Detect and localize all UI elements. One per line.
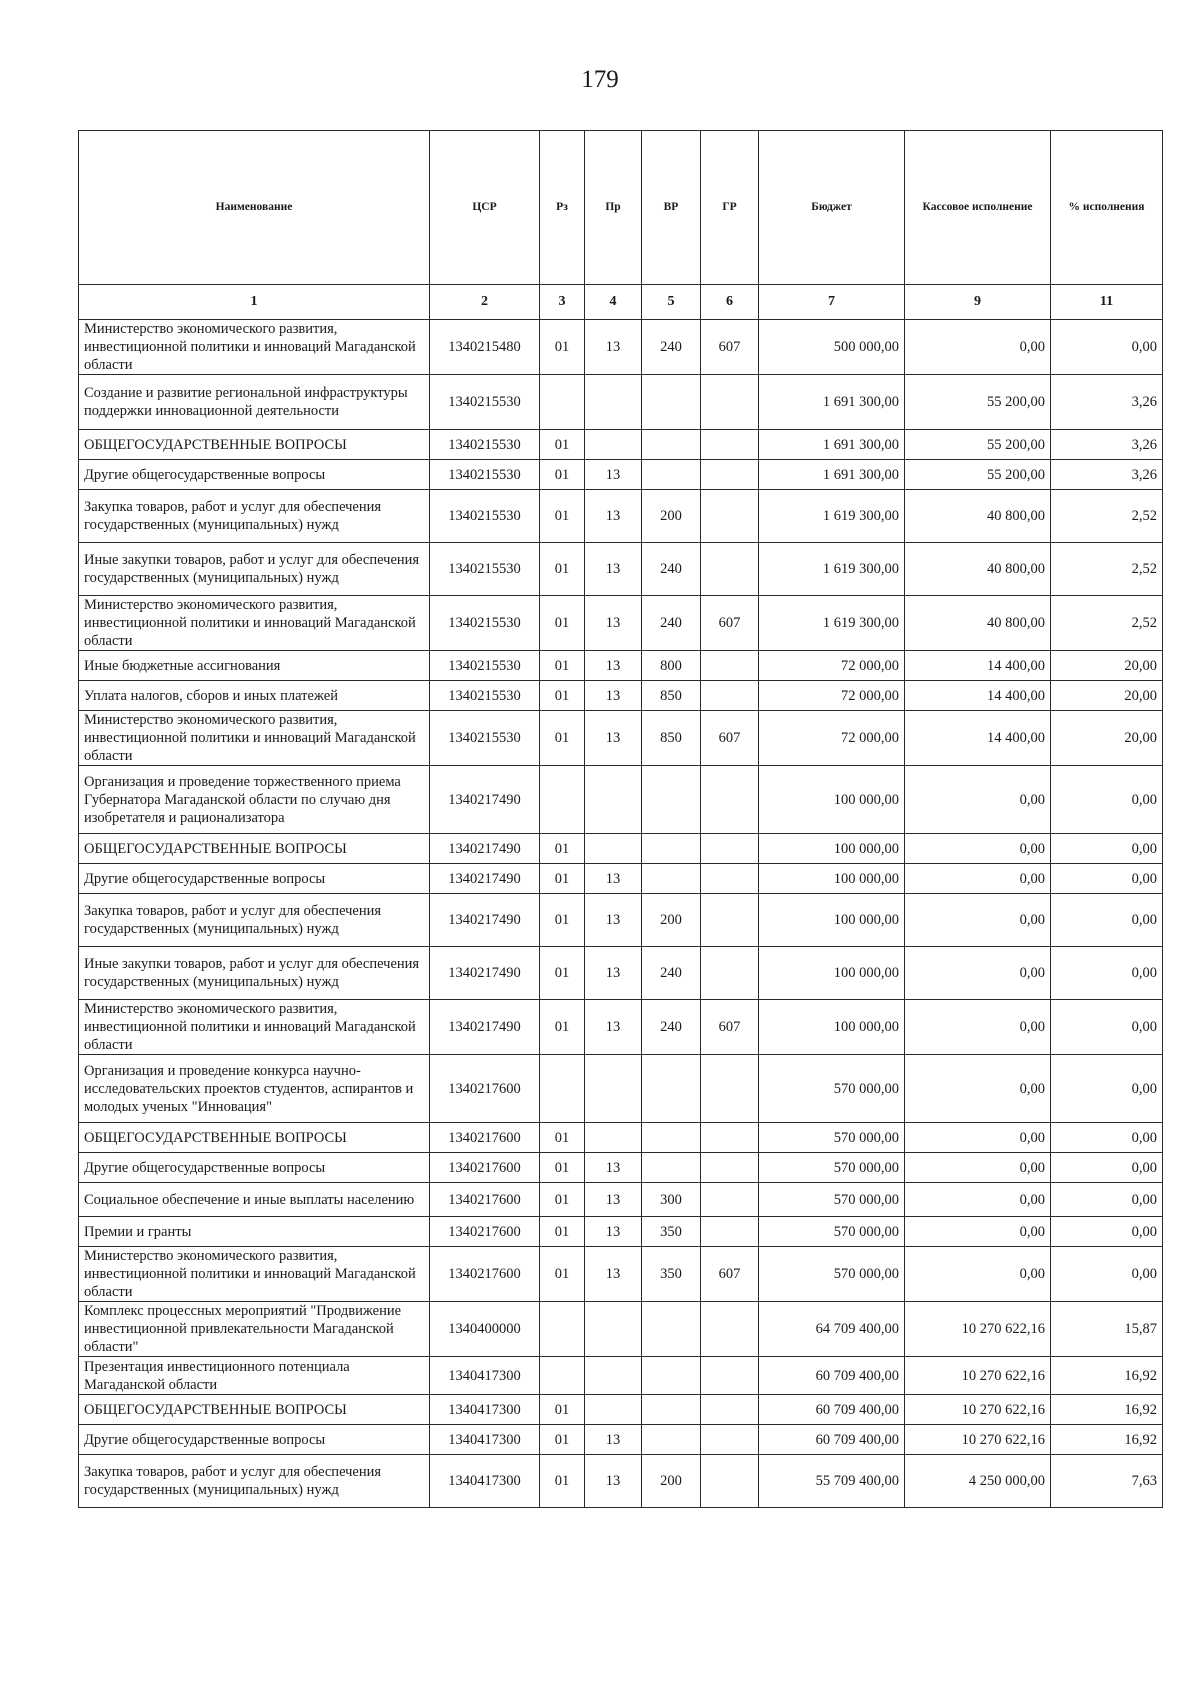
column-number: 3 — [540, 285, 585, 320]
cell-rz: 01 — [540, 1153, 585, 1183]
table-row — [79, 543, 1163, 596]
cell-name: Социальное обеспечение и иные выплаты населению — [79, 1183, 430, 1217]
cell-gr — [701, 766, 759, 834]
header-name: Наименование — [79, 131, 430, 285]
cell-rz — [540, 375, 585, 430]
cell-vr: 200 — [642, 894, 701, 947]
cell-budget: 1 691 300,00 — [759, 375, 905, 430]
cell-cash-execution: 0,00 — [905, 1183, 1051, 1217]
cell-csr: 1340217600 — [430, 1183, 540, 1217]
cell-gr: 607 — [701, 711, 759, 766]
cell-vr — [642, 1357, 701, 1395]
cell-budget: 72 000,00 — [759, 681, 905, 711]
cell-vr — [642, 1123, 701, 1153]
cell-gr — [701, 1055, 759, 1123]
cell-csr: 1340215530 — [430, 430, 540, 460]
cell-rz: 01 — [540, 1123, 585, 1153]
cell-rz: 01 — [540, 1183, 585, 1217]
cell-gr — [701, 864, 759, 894]
cell-gr — [701, 947, 759, 1000]
cell-pr — [585, 1123, 642, 1153]
cell-cash-execution: 55 200,00 — [905, 375, 1051, 430]
cell-rz — [540, 1357, 585, 1395]
table-row — [79, 834, 1163, 864]
cell-name: ОБЩЕГОСУДАРСТВЕННЫЕ ВОПРОСЫ — [79, 1395, 430, 1425]
cell-budget: 72 000,00 — [759, 651, 905, 681]
cell-cash-execution: 0,00 — [905, 1217, 1051, 1247]
cell-pr — [585, 430, 642, 460]
cell-budget: 1 619 300,00 — [759, 543, 905, 596]
cell-cash-execution: 14 400,00 — [905, 681, 1051, 711]
cell-cash-execution: 40 800,00 — [905, 543, 1051, 596]
cell-name: Другие общегосударственные вопросы — [79, 864, 430, 894]
cell-execution-percent: 0,00 — [1051, 1123, 1163, 1153]
cell-vr — [642, 864, 701, 894]
cell-csr: 1340217490 — [430, 894, 540, 947]
cell-rz: 01 — [540, 864, 585, 894]
cell-budget: 1 691 300,00 — [759, 430, 905, 460]
cell-gr — [701, 681, 759, 711]
cell-rz: 01 — [540, 1425, 585, 1455]
cell-pr: 13 — [585, 460, 642, 490]
cell-name: Организация и проведение торжественного приема Губернатора Магаданской области по случаю дня изобретателя и рационализатора — [79, 766, 430, 834]
cell-cash-execution: 14 400,00 — [905, 651, 1051, 681]
cell-csr: 1340217600 — [430, 1217, 540, 1247]
cell-budget: 570 000,00 — [759, 1183, 905, 1217]
cell-cash-execution: 0,00 — [905, 1123, 1051, 1153]
cell-cash-execution: 0,00 — [905, 1247, 1051, 1302]
cell-vr: 240 — [642, 1000, 701, 1055]
cell-budget: 570 000,00 — [759, 1153, 905, 1183]
cell-csr: 1340215530 — [430, 490, 540, 543]
cell-pr: 13 — [585, 490, 642, 543]
cell-csr: 1340217600 — [430, 1247, 540, 1302]
column-number-row — [79, 285, 1163, 320]
cell-budget: 100 000,00 — [759, 1000, 905, 1055]
cell-gr — [701, 1357, 759, 1395]
cell-pr: 13 — [585, 651, 642, 681]
cell-pr: 13 — [585, 1425, 642, 1455]
cell-budget: 100 000,00 — [759, 834, 905, 864]
cell-pr: 13 — [585, 947, 642, 1000]
cell-vr: 240 — [642, 596, 701, 651]
cell-cash-execution: 0,00 — [905, 1153, 1051, 1183]
cell-cash-execution: 40 800,00 — [905, 490, 1051, 543]
cell-pr: 13 — [585, 1455, 642, 1508]
cell-gr — [701, 490, 759, 543]
cell-csr: 1340217490 — [430, 1000, 540, 1055]
cell-execution-percent: 0,00 — [1051, 1000, 1163, 1055]
cell-execution-percent: 3,26 — [1051, 375, 1163, 430]
cell-csr: 1340217600 — [430, 1153, 540, 1183]
cell-pr — [585, 1302, 642, 1357]
cell-vr — [642, 460, 701, 490]
cell-execution-percent: 0,00 — [1051, 834, 1163, 864]
cell-execution-percent: 3,26 — [1051, 430, 1163, 460]
cell-csr: 1340217600 — [430, 1055, 540, 1123]
cell-vr: 850 — [642, 711, 701, 766]
cell-rz: 01 — [540, 834, 585, 864]
cell-rz: 01 — [540, 711, 585, 766]
cell-pr — [585, 1055, 642, 1123]
table-row — [79, 711, 1163, 766]
cell-pr — [585, 375, 642, 430]
cell-cash-execution: 0,00 — [905, 834, 1051, 864]
table-row — [79, 894, 1163, 947]
cell-cash-execution: 0,00 — [905, 766, 1051, 834]
cell-gr — [701, 1183, 759, 1217]
cell-csr: 1340217600 — [430, 1123, 540, 1153]
cell-budget: 570 000,00 — [759, 1123, 905, 1153]
cell-csr: 1340215530 — [430, 375, 540, 430]
cell-budget: 60 709 400,00 — [759, 1395, 905, 1425]
column-number: 11 — [1051, 285, 1163, 320]
column-number: 6 — [701, 285, 759, 320]
cell-gr — [701, 1302, 759, 1357]
table-row — [79, 1395, 1163, 1425]
cell-execution-percent: 0,00 — [1051, 864, 1163, 894]
cell-vr — [642, 1055, 701, 1123]
cell-budget: 100 000,00 — [759, 894, 905, 947]
cell-execution-percent: 0,00 — [1051, 1247, 1163, 1302]
cell-cash-execution: 0,00 — [905, 320, 1051, 375]
cell-execution-percent: 16,92 — [1051, 1357, 1163, 1395]
cell-budget: 60 709 400,00 — [759, 1357, 905, 1395]
cell-pr: 13 — [585, 1217, 642, 1247]
cell-csr: 1340217490 — [430, 864, 540, 894]
cell-name: Министерство экономического развития, инвестиционной политики и инноваций Магаданской области — [79, 1247, 430, 1302]
cell-rz: 01 — [540, 490, 585, 543]
cell-rz: 01 — [540, 1000, 585, 1055]
cell-cash-execution: 10 270 622,16 — [905, 1302, 1051, 1357]
cell-csr: 1340215530 — [430, 681, 540, 711]
cell-name: Создание и развитие региональной инфраструктуры поддержки инновационной деятельности — [79, 375, 430, 430]
cell-csr: 1340417300 — [430, 1395, 540, 1425]
cell-budget: 100 000,00 — [759, 947, 905, 1000]
cell-execution-percent: 2,52 — [1051, 596, 1163, 651]
cell-vr — [642, 1425, 701, 1455]
cell-cash-execution: 0,00 — [905, 1000, 1051, 1055]
cell-csr: 1340217490 — [430, 766, 540, 834]
cell-rz: 01 — [540, 947, 585, 1000]
cell-execution-percent: 0,00 — [1051, 320, 1163, 375]
cell-vr: 850 — [642, 681, 701, 711]
cell-execution-percent: 2,52 — [1051, 490, 1163, 543]
cell-name: Закупка товаров, работ и услуг для обеспечения государственных (муниципальных) нужд — [79, 1455, 430, 1508]
cell-execution-percent: 16,92 — [1051, 1395, 1163, 1425]
cell-name: Комплекс процессных мероприятий "Продвижение инвестиционной привлекательности Магаданской области" — [79, 1302, 430, 1357]
cell-gr: 607 — [701, 320, 759, 375]
cell-execution-percent: 20,00 — [1051, 711, 1163, 766]
cell-vr: 200 — [642, 1455, 701, 1508]
cell-vr — [642, 1302, 701, 1357]
table-row — [79, 947, 1163, 1000]
table-row — [79, 490, 1163, 543]
cell-cash-execution: 10 270 622,16 — [905, 1357, 1051, 1395]
column-number: 7 — [759, 285, 905, 320]
cell-cash-execution: 14 400,00 — [905, 711, 1051, 766]
cell-vr: 350 — [642, 1247, 701, 1302]
cell-rz: 01 — [540, 543, 585, 596]
cell-name: Министерство экономического развития, инвестиционной политики и инноваций Магаданской области — [79, 711, 430, 766]
cell-budget: 60 709 400,00 — [759, 1425, 905, 1455]
cell-name: Презентация инвестиционного потенциала Магаданской области — [79, 1357, 430, 1395]
cell-execution-percent: 2,52 — [1051, 543, 1163, 596]
cell-csr: 1340217490 — [430, 834, 540, 864]
table-row — [79, 651, 1163, 681]
cell-execution-percent: 0,00 — [1051, 766, 1163, 834]
cell-name: Министерство экономического развития, инвестиционной политики и инноваций Магаданской области — [79, 320, 430, 375]
cell-gr — [701, 651, 759, 681]
header-row — [79, 131, 1163, 285]
cell-gr: 607 — [701, 1247, 759, 1302]
cell-csr: 1340417300 — [430, 1425, 540, 1455]
cell-budget: 570 000,00 — [759, 1055, 905, 1123]
header-gr: ГР — [701, 131, 759, 285]
cell-cash-execution: 0,00 — [905, 1055, 1051, 1123]
cell-cash-execution: 55 200,00 — [905, 430, 1051, 460]
cell-execution-percent: 0,00 — [1051, 1183, 1163, 1217]
cell-execution-percent: 15,87 — [1051, 1302, 1163, 1357]
cell-gr — [701, 460, 759, 490]
cell-gr — [701, 1123, 759, 1153]
cell-rz: 01 — [540, 596, 585, 651]
cell-cash-execution: 10 270 622,16 — [905, 1395, 1051, 1425]
cell-name: Закупка товаров, работ и услуг для обеспечения государственных (муниципальных) нужд — [79, 490, 430, 543]
table-row — [79, 1357, 1163, 1395]
cell-pr: 13 — [585, 711, 642, 766]
cell-pr — [585, 1395, 642, 1425]
cell-name: Закупка товаров, работ и услуг для обеспечения государственных (муниципальных) нужд — [79, 894, 430, 947]
cell-execution-percent: 16,92 — [1051, 1425, 1163, 1455]
cell-vr — [642, 430, 701, 460]
table-row — [79, 320, 1163, 375]
cell-name: Организация и проведение конкурса научно-исследовательских проектов студентов, аспирантов и молодых ученых "Инновация" — [79, 1055, 430, 1123]
cell-vr: 300 — [642, 1183, 701, 1217]
column-number: 1 — [79, 285, 430, 320]
cell-budget: 64 709 400,00 — [759, 1302, 905, 1357]
cell-csr: 1340215480 — [430, 320, 540, 375]
cell-vr: 240 — [642, 320, 701, 375]
cell-name: ОБЩЕГОСУДАРСТВЕННЫЕ ВОПРОСЫ — [79, 430, 430, 460]
cell-name: Министерство экономического развития, инвестиционной политики и инноваций Магаданской области — [79, 1000, 430, 1055]
cell-gr — [701, 1217, 759, 1247]
column-number: 9 — [905, 285, 1051, 320]
cell-vr — [642, 1153, 701, 1183]
cell-budget: 1 691 300,00 — [759, 460, 905, 490]
cell-csr: 1340215530 — [430, 460, 540, 490]
cell-cash-execution: 0,00 — [905, 864, 1051, 894]
cell-cash-execution: 0,00 — [905, 894, 1051, 947]
cell-rz: 01 — [540, 320, 585, 375]
table-row — [79, 766, 1163, 834]
cell-budget: 500 000,00 — [759, 320, 905, 375]
cell-pr — [585, 834, 642, 864]
cell-name: Премии и гранты — [79, 1217, 430, 1247]
cell-rz: 01 — [540, 1455, 585, 1508]
column-number: 2 — [430, 285, 540, 320]
cell-pr: 13 — [585, 543, 642, 596]
cell-gr — [701, 894, 759, 947]
cell-rz: 01 — [540, 1395, 585, 1425]
cell-gr — [701, 1455, 759, 1508]
cell-vr — [642, 766, 701, 834]
cell-vr: 800 — [642, 651, 701, 681]
cell-gr — [701, 375, 759, 430]
cell-vr — [642, 834, 701, 864]
header-cash-execution: Кассовое исполнение — [905, 131, 1051, 285]
cell-rz — [540, 1055, 585, 1123]
cell-name: Иные закупки товаров, работ и услуг для обеспечения государственных (муниципальных) нужд — [79, 543, 430, 596]
cell-execution-percent: 0,00 — [1051, 1153, 1163, 1183]
cell-rz: 01 — [540, 1247, 585, 1302]
cell-budget: 100 000,00 — [759, 864, 905, 894]
header-execution-percent: % исполнения — [1051, 131, 1163, 285]
table-row — [79, 864, 1163, 894]
page-number: 179 — [581, 66, 619, 93]
table-row — [79, 1455, 1163, 1508]
cell-cash-execution: 55 200,00 — [905, 460, 1051, 490]
table-row — [79, 1153, 1163, 1183]
cell-budget: 55 709 400,00 — [759, 1455, 905, 1508]
cell-cash-execution: 40 800,00 — [905, 596, 1051, 651]
cell-pr: 13 — [585, 596, 642, 651]
header-budget: Бюджет — [759, 131, 905, 285]
cell-rz: 01 — [540, 430, 585, 460]
cell-csr: 1340417300 — [430, 1455, 540, 1508]
cell-name: ОБЩЕГОСУДАРСТВЕННЫЕ ВОПРОСЫ — [79, 1123, 430, 1153]
table-row — [79, 596, 1163, 651]
cell-gr — [701, 1153, 759, 1183]
table-row — [79, 1217, 1163, 1247]
table-row — [79, 1302, 1163, 1357]
cell-rz: 01 — [540, 1217, 585, 1247]
header-rz: Рз — [540, 131, 585, 285]
cell-vr: 240 — [642, 543, 701, 596]
table-row — [79, 1247, 1163, 1302]
cell-execution-percent: 0,00 — [1051, 1055, 1163, 1123]
cell-execution-percent: 7,63 — [1051, 1455, 1163, 1508]
cell-budget: 570 000,00 — [759, 1247, 905, 1302]
cell-execution-percent: 0,00 — [1051, 894, 1163, 947]
table-row — [79, 460, 1163, 490]
cell-pr: 13 — [585, 320, 642, 375]
budget-execution-table — [78, 130, 1163, 1508]
cell-rz — [540, 766, 585, 834]
cell-gr: 607 — [701, 1000, 759, 1055]
table-row — [79, 1123, 1163, 1153]
cell-execution-percent: 3,26 — [1051, 460, 1163, 490]
cell-pr: 13 — [585, 681, 642, 711]
cell-execution-percent: 0,00 — [1051, 947, 1163, 1000]
cell-pr — [585, 766, 642, 834]
cell-cash-execution: 4 250 000,00 — [905, 1455, 1051, 1508]
cell-name: Уплата налогов, сборов и иных платежей — [79, 681, 430, 711]
cell-vr: 200 — [642, 490, 701, 543]
cell-name: Другие общегосударственные вопросы — [79, 1153, 430, 1183]
cell-csr: 1340215530 — [430, 543, 540, 596]
cell-pr: 13 — [585, 864, 642, 894]
cell-csr: 1340215530 — [430, 711, 540, 766]
cell-budget: 100 000,00 — [759, 766, 905, 834]
table-row — [79, 1183, 1163, 1217]
cell-csr: 1340417300 — [430, 1357, 540, 1395]
cell-pr: 13 — [585, 1183, 642, 1217]
table-row — [79, 1055, 1163, 1123]
cell-budget: 570 000,00 — [759, 1217, 905, 1247]
table-row — [79, 681, 1163, 711]
cell-rz: 01 — [540, 460, 585, 490]
cell-pr: 13 — [585, 1247, 642, 1302]
table-row — [79, 375, 1163, 430]
cell-rz: 01 — [540, 681, 585, 711]
cell-cash-execution: 0,00 — [905, 947, 1051, 1000]
cell-rz: 01 — [540, 651, 585, 681]
header-csr: ЦСР — [430, 131, 540, 285]
cell-name: Иные бюджетные ассигнования — [79, 651, 430, 681]
cell-csr: 1340215530 — [430, 596, 540, 651]
cell-csr: 1340217490 — [430, 947, 540, 1000]
cell-cash-execution: 10 270 622,16 — [905, 1425, 1051, 1455]
cell-vr — [642, 1395, 701, 1425]
cell-execution-percent: 20,00 — [1051, 651, 1163, 681]
cell-vr: 240 — [642, 947, 701, 1000]
cell-gr — [701, 543, 759, 596]
cell-execution-percent: 20,00 — [1051, 681, 1163, 711]
cell-gr: 607 — [701, 596, 759, 651]
cell-gr — [701, 430, 759, 460]
cell-vr: 350 — [642, 1217, 701, 1247]
cell-pr — [585, 1357, 642, 1395]
column-number: 5 — [642, 285, 701, 320]
cell-pr: 13 — [585, 894, 642, 947]
cell-csr: 1340215530 — [430, 651, 540, 681]
cell-gr — [701, 1425, 759, 1455]
cell-name: Министерство экономического развития, инвестиционной политики и инноваций Магаданской области — [79, 596, 430, 651]
cell-budget: 72 000,00 — [759, 711, 905, 766]
table-row — [79, 430, 1163, 460]
table-row — [79, 1425, 1163, 1455]
cell-pr: 13 — [585, 1000, 642, 1055]
cell-gr — [701, 834, 759, 864]
cell-csr: 1340400000 — [430, 1302, 540, 1357]
cell-name: ОБЩЕГОСУДАРСТВЕННЫЕ ВОПРОСЫ — [79, 834, 430, 864]
cell-budget: 1 619 300,00 — [759, 596, 905, 651]
cell-gr — [701, 1395, 759, 1425]
cell-budget: 1 619 300,00 — [759, 490, 905, 543]
header-vr: ВР — [642, 131, 701, 285]
column-number: 4 — [585, 285, 642, 320]
table-row — [79, 1000, 1163, 1055]
cell-pr: 13 — [585, 1153, 642, 1183]
cell-execution-percent: 0,00 — [1051, 1217, 1163, 1247]
header-pr: Пр — [585, 131, 642, 285]
cell-name: Другие общегосударственные вопросы — [79, 1425, 430, 1455]
cell-vr — [642, 375, 701, 430]
cell-rz: 01 — [540, 894, 585, 947]
cell-name: Иные закупки товаров, работ и услуг для обеспечения государственных (муниципальных) нужд — [79, 947, 430, 1000]
cell-name: Другие общегосударственные вопросы — [79, 460, 430, 490]
cell-rz — [540, 1302, 585, 1357]
